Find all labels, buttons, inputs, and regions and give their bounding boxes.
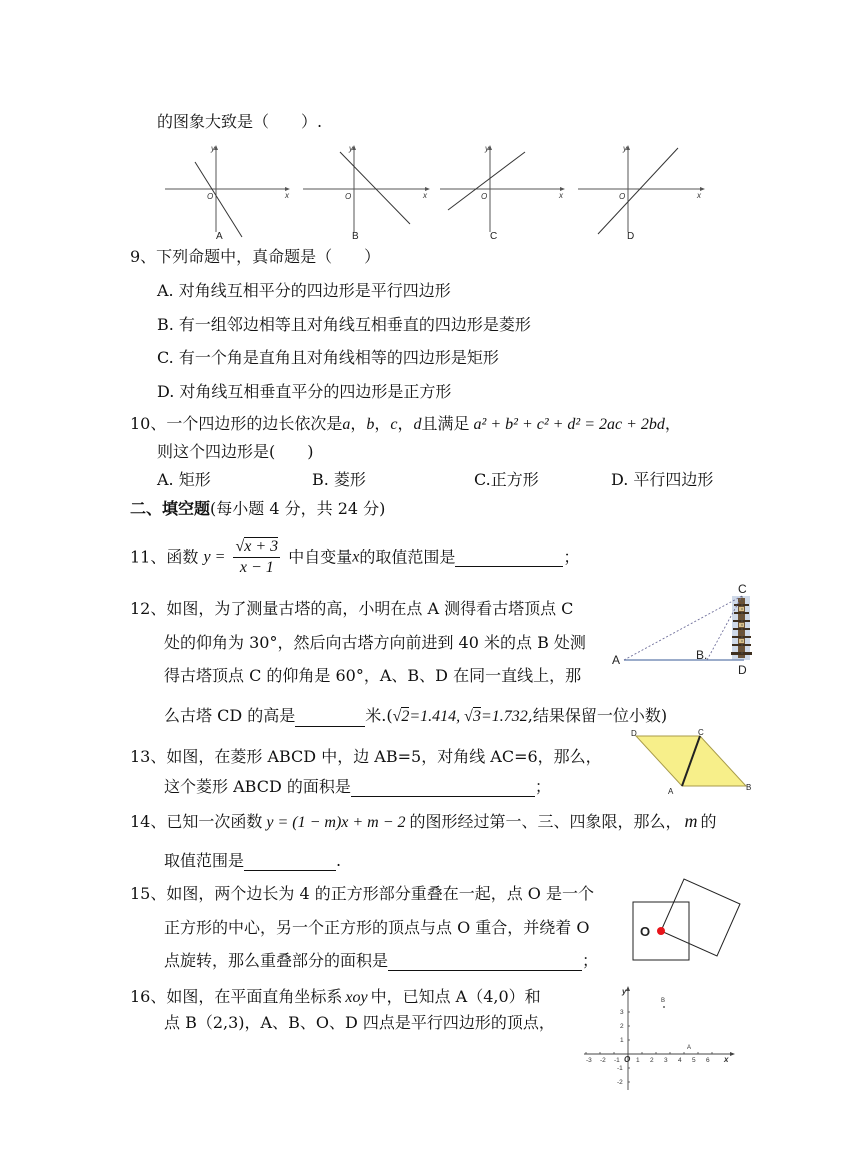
x-tick-5: 5 — [692, 1057, 696, 1064]
q11-fraction — [233, 537, 280, 578]
q15-label-o: O — [640, 924, 651, 939]
graph-c-x: x — [559, 191, 563, 200]
q14-line2-text: 取值范围是 — [164, 851, 245, 870]
q10-a: a — [342, 416, 351, 433]
q10-option-b: B. 菱形 — [312, 470, 366, 489]
q10-line2: 则这个四边形是( ) — [157, 442, 314, 461]
q9-option-c: C. 有一个角是直角且对角线相等的四边形是矩形 — [157, 348, 499, 367]
q16-line1 — [130, 987, 541, 1008]
q13-line2-text: 这个菱形 ABCD 的面积是 — [164, 777, 351, 796]
q12-line1: 12、如图，为了测量古塔的高，小明在点 A 测得看古塔顶点 C — [130, 599, 574, 618]
q11-var: x — [352, 548, 360, 566]
q11-answer-blank — [455, 549, 563, 567]
graph-a — [165, 145, 290, 237]
y-tick-1: 1 — [620, 1037, 624, 1044]
q13-answer-blank — [351, 779, 535, 797]
graph-c-label: C — [490, 231, 498, 242]
q14-mid: 的图形经过第一、三、四象限，那么， — [409, 812, 682, 831]
graph-c-o: O — [481, 192, 488, 201]
graph-a-o: O — [207, 192, 214, 201]
q14-line2: 取值范围是 . — [164, 851, 342, 870]
q15-figure — [628, 874, 746, 966]
q16-xoy: xoy — [345, 989, 368, 1006]
x-tick-m2: -2 — [600, 1057, 606, 1064]
x-tick-1: 1 — [636, 1057, 640, 1064]
q13-label-b: B — [746, 783, 752, 792]
q16-line2: 点 B（2,3)，A、B、O、D 四点是平行四边形的顶点， — [164, 1013, 555, 1032]
q15-line3-text: 点旋转，那么重叠部分的面积是 — [164, 951, 389, 970]
q12-sqrt3: 3 — [472, 708, 481, 725]
q16-figure — [580, 982, 740, 1097]
q10-option-c: C.正方形 — [474, 470, 539, 489]
q11-lhs: y = — [203, 548, 226, 566]
q16-line1-post: 中，已知点 A（4,0）和 — [370, 987, 541, 1006]
graph-d-o: O — [619, 192, 626, 201]
q15-line2: 正方形的中心，另一个正方形的顶点与点 O 重合，并绕着 O — [164, 918, 590, 937]
q9-stem: 9、下列命题中，真命题是（ ） — [130, 247, 381, 266]
q13-line1: 13、如图，在菱形 ABCD 中，边 AB=5，对角线 AC=6，那么， — [130, 747, 602, 766]
y-tick-3: 3 — [620, 1009, 624, 1016]
q13-figure — [628, 728, 756, 796]
q11-line: 11、函数 y = $\frac{√x + 3}{x - 1}$ 中自变量x的取值范围是 ； — [130, 538, 580, 576]
q12-line3: 得古塔顶点 C 的仰角是 60°，A、B、D 在同一直线上，那 — [164, 666, 582, 685]
graph-d — [578, 145, 705, 234]
q8-tail: 的图象大致是（ ）. — [157, 112, 323, 131]
point-b — [663, 1006, 665, 1008]
q14-answer-blank — [244, 853, 336, 871]
q12-sqrt3-val: =1.732 — [480, 708, 528, 725]
q13-line2: 这个菱形 ABCD 的面积是 ； — [164, 777, 551, 796]
q15-answer-blank — [388, 953, 582, 971]
graph-c — [440, 145, 565, 232]
graph-d-x: x — [697, 191, 701, 200]
q15-line3: 点旋转，那么重叠部分的面积是 ； — [164, 951, 599, 970]
q10-option-d: D. 平行四边形 — [611, 470, 714, 489]
graph-b-y: y — [349, 144, 353, 153]
q10-equation: a² + b² + c² + d² = 2ac + 2bd — [473, 416, 665, 433]
graph-a-x: x — [285, 191, 289, 200]
section2-title: 二、填空题 — [130, 499, 211, 518]
q11-suffix-post: 的取值范围是 — [359, 547, 456, 567]
y-tick-2: 2 — [620, 1023, 624, 1030]
point-b-label: B — [661, 998, 666, 1004]
graph-b-o: O — [345, 192, 352, 201]
q13-label-d: D — [631, 729, 637, 738]
q12-answer-blank — [295, 709, 365, 727]
q15-center-dot — [657, 927, 665, 935]
q15-line1: 15、如图，两个边长为 4 的正方形部分重叠在一起，点 O 是一个 — [130, 884, 595, 903]
q13-label-a: A — [668, 787, 674, 796]
q12-line4: 么古塔 CD 的高是 米.(√2=1.414, √3=1.732,结果保留一位小数) — [164, 706, 668, 725]
y-tick-m2: -2 — [617, 1079, 623, 1086]
q12-sqrt2-val: =1.414, — [409, 708, 461, 725]
y-tick-m1: -1 — [617, 1065, 623, 1072]
q12-line2: 处的仰角为 30°，然后向古塔方向前进到 40 米的点 B 处测 — [164, 633, 586, 652]
x-tick-3: 3 — [664, 1057, 668, 1064]
section2-heading — [130, 499, 385, 519]
q9-option-b: B. 有一组邻边相等且对角线互相垂直的四边形是菱形 — [157, 315, 531, 334]
graph-a-label: A — [216, 231, 223, 242]
x-tick-m1: -1 — [614, 1057, 620, 1064]
x-tick-4: 4 — [678, 1057, 682, 1064]
q14-var: m — [684, 811, 698, 831]
q9-option-a: A. 对角线互相平分的四边形是平行四边形 — [157, 281, 451, 300]
q10-line1: 10、一个四边形的边长依次是a，b，c，d且满足 a² + b² + c² + d² = 2ac + 2bd， — [130, 414, 681, 433]
q14-line1 — [130, 811, 717, 833]
q12-figure — [612, 582, 757, 677]
graph-d-y: y — [623, 144, 627, 153]
q12-line4-post: 米.( — [365, 706, 393, 725]
q9-option-d: D. 对角线互相垂直平分的四边形是正方形 — [157, 382, 452, 401]
q13-label-c: C — [698, 728, 704, 737]
point-a-label: A — [687, 1045, 692, 1051]
q12-label-c: C — [738, 582, 747, 596]
q12-label-a: A — [612, 653, 621, 667]
q11-prefix: 11、函数 — [130, 547, 199, 567]
graph-b-x: x — [423, 191, 427, 200]
graph-b — [303, 145, 430, 232]
y-axis-label: y — [622, 987, 627, 996]
q10-prefix: 10、一个四边形的边长依次是 — [130, 414, 343, 433]
q8-graphs — [160, 142, 720, 242]
q12-label-d: D — [738, 663, 747, 677]
graph-a-y: y — [211, 144, 215, 153]
graph-d-label: D — [627, 231, 635, 242]
q12-label-b: B. — [696, 648, 708, 662]
x-tick-origin: O — [624, 1055, 631, 1064]
graph-b-label: B — [352, 231, 359, 242]
q10-d: d — [413, 416, 422, 433]
q14-prefix: 14、已知一次函数 — [130, 812, 263, 831]
q14-equation: y = (1 − m)x + m − 2 — [266, 814, 406, 831]
q10-b: b — [366, 416, 375, 433]
q11-suffix-pre: 中自变量 — [288, 547, 353, 567]
q12-sqrt2: 2 — [401, 708, 410, 725]
q16-line1-text: 16、如图，在平面直角坐标系 — [130, 987, 343, 1006]
q10-option-a: A. 矩形 — [157, 470, 211, 489]
q12-line4-end: ,结果保留一位小数) — [527, 706, 668, 725]
x-tick-m3: -3 — [586, 1057, 592, 1064]
q12-line4-pre: 么古塔 CD 的高是 — [164, 706, 296, 725]
q14-suffix: 的 — [700, 812, 717, 831]
q11-numerator: √x + 3 — [233, 537, 280, 558]
q10-c: c — [390, 416, 398, 433]
q10-mid: 且满足 — [421, 414, 470, 433]
x-tick-6: 6 — [706, 1057, 710, 1064]
x-tick-2: 2 — [650, 1057, 654, 1064]
section2-note: (每小题 4 分，共 24 分) — [210, 499, 386, 518]
graph-c-y: y — [485, 144, 489, 153]
q11-denominator: x − 1 — [239, 559, 274, 576]
x-axis-label: x — [724, 1055, 729, 1064]
